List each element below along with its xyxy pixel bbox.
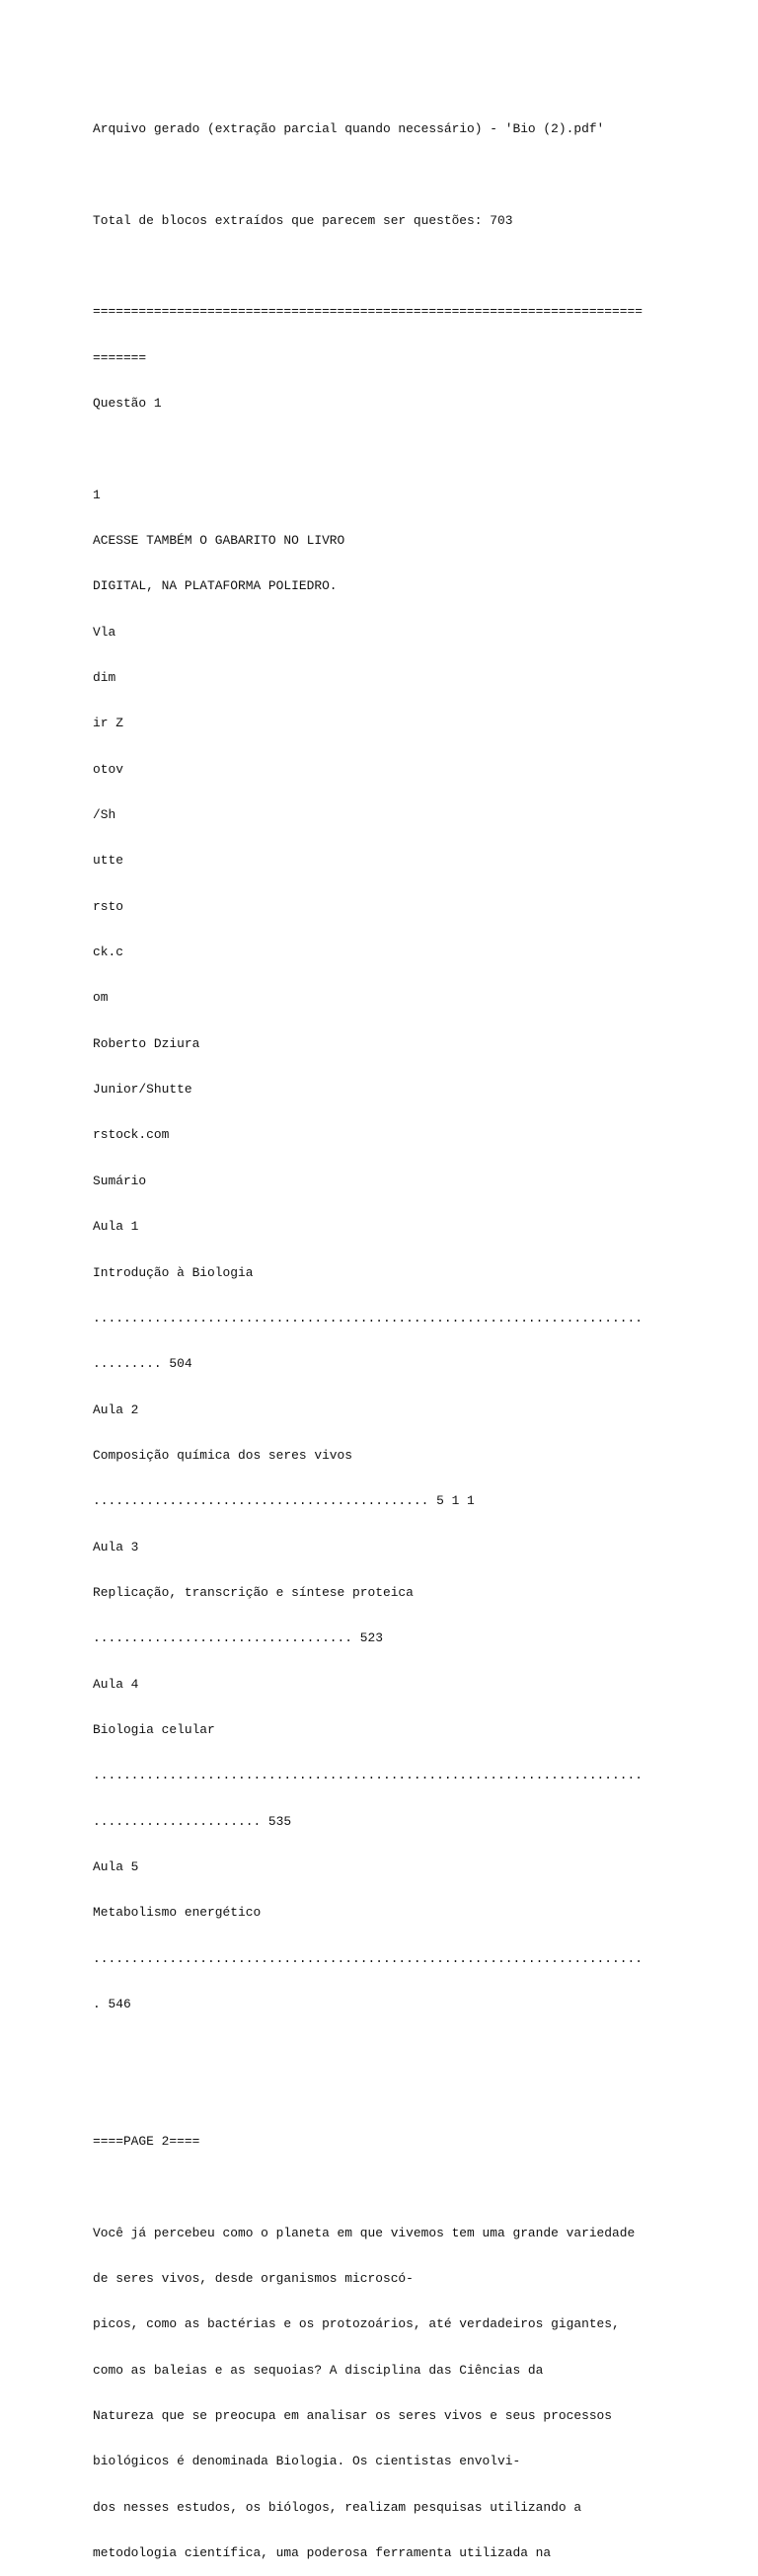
toc-leader-dots: ........................................................................ bbox=[93, 1310, 643, 1326]
text-line: Vla bbox=[93, 624, 116, 640]
blocks-count-line: Total de blocos extraídos que parecem ser questões: 703 bbox=[93, 212, 513, 228]
text-line: dim bbox=[93, 670, 116, 686]
blank-line bbox=[93, 2042, 685, 2057]
paragraph-line: picos, como as bactérias e os protozoários, até verdadeiros gigantes, bbox=[93, 2316, 620, 2332]
toc-lesson-title: Metabolismo energético bbox=[93, 1905, 262, 1921]
toc-lesson-title: Introdução à Biologia bbox=[93, 1264, 254, 1280]
toc-page-number: ......... 504 bbox=[93, 1356, 192, 1372]
text-line: ir Z bbox=[93, 716, 123, 731]
text-document bbox=[93, 91, 685, 2576]
toc-page-number: .................................. 523 bbox=[93, 1630, 383, 1646]
blank-line bbox=[93, 259, 685, 273]
toc-lesson-label: Aula 4 bbox=[93, 1676, 139, 1692]
paragraph-line: metodologia científica, uma poderosa ferramenta utilizada na bbox=[93, 2545, 552, 2561]
text-line: ck.c bbox=[93, 945, 123, 960]
toc-lesson-label: Aula 2 bbox=[93, 1402, 139, 1417]
paragraph-line: de seres vivos, desde organismos microscó- bbox=[93, 2271, 414, 2287]
paragraph-line: dos nesses estudos, os biólogos, realizam pesquisas utilizando a bbox=[93, 2499, 582, 2515]
file-header-line: Arquivo gerado (extração parcial quando necessário) - 'Bio (2).pdf' bbox=[93, 120, 605, 136]
paragraph-line: Natureza que se preocupa em analisar os seres vivos e seus processos bbox=[93, 2408, 613, 2424]
blank-line bbox=[93, 167, 685, 182]
blank-line bbox=[93, 2179, 685, 2194]
toc-page-number: ...................... 535 bbox=[93, 1813, 292, 1829]
toc-page-number: ............................................ 5 1 1 bbox=[93, 1493, 475, 1509]
toc-leader-dots: ........................................................................ bbox=[93, 1950, 643, 1966]
toc-lesson-label: Aula 5 bbox=[93, 1858, 139, 1874]
paragraph-line: biológicos é denominada Biologia. Os cientistas envolvi- bbox=[93, 2454, 521, 2469]
page-marker: ====PAGE 2==== bbox=[93, 2134, 200, 2150]
toc-lesson-label: Aula 1 bbox=[93, 1219, 139, 1235]
toc-lesson-title: Composição química dos seres vivos bbox=[93, 1447, 353, 1463]
text-line: Junior/Shutte bbox=[93, 1082, 192, 1098]
text-line: /Sh bbox=[93, 807, 116, 823]
toc-lesson-title: Biologia celular bbox=[93, 1721, 215, 1737]
paragraph-line: Você já percebeu como o planeta em que vivemos tem uma grande variedade bbox=[93, 2225, 636, 2240]
blank-line bbox=[93, 441, 685, 456]
separator-line-continued: ======= bbox=[93, 349, 147, 365]
separator-line: ======================================================================== bbox=[93, 304, 643, 320]
text-line: 1 bbox=[93, 487, 101, 502]
toc-page-number: . 546 bbox=[93, 1997, 131, 2011]
toc-lesson-label: Aula 3 bbox=[93, 1539, 139, 1554]
text-line: utte bbox=[93, 853, 123, 869]
blank-line bbox=[93, 2088, 685, 2103]
text-line: ACESSE TAMBÉM O GABARITO NO LIVRO bbox=[93, 533, 345, 548]
text-line: Roberto Dziura bbox=[93, 1035, 200, 1051]
summary-heading: Sumário bbox=[93, 1173, 147, 1188]
question-heading: Questão 1 bbox=[93, 395, 162, 411]
paragraph-line: como as baleias e as sequoias? A disciplina das Ciências da bbox=[93, 2362, 544, 2378]
toc-lesson-title: Replicação, transcrição e síntese proteica bbox=[93, 1584, 414, 1600]
text-line: DIGITAL, NA PLATAFORMA POLIEDRO. bbox=[93, 578, 338, 594]
text-line: otov bbox=[93, 761, 123, 777]
toc-leader-dots: ........................................................................ bbox=[93, 1768, 643, 1783]
text-line: om bbox=[93, 990, 109, 1006]
text-line: rstock.com bbox=[93, 1127, 170, 1143]
text-line: rsto bbox=[93, 898, 123, 914]
